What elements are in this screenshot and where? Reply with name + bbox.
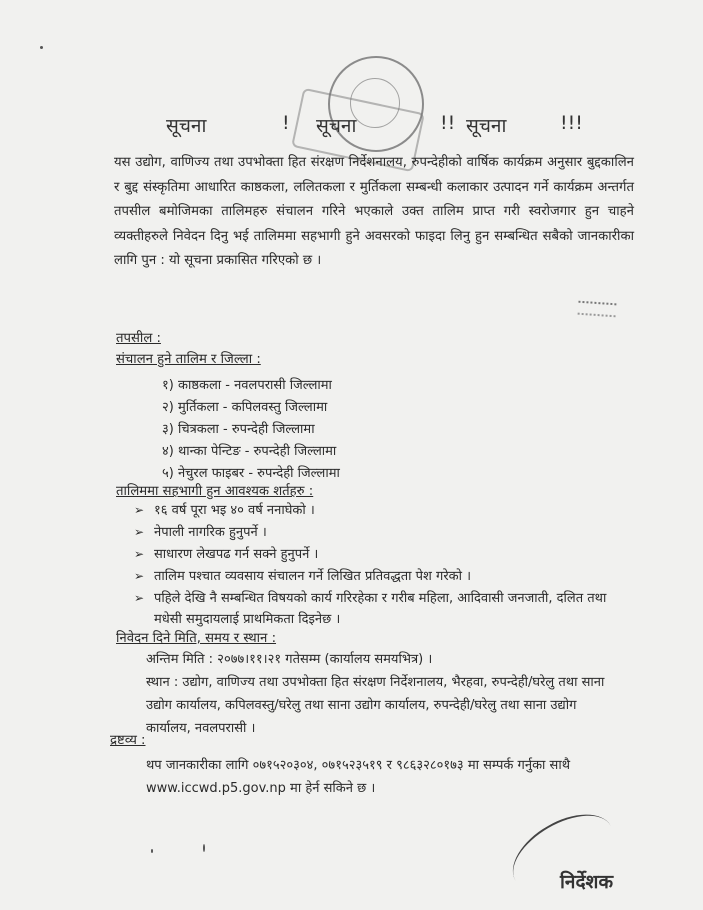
application-heading: निवेदन दिने मिति, समय र स्थान : bbox=[116, 631, 277, 646]
condition-text: तालिम पश्चात व्यवसाय संचालन गर्ने लिखित प्रतिवद्धता पेश गरेको । bbox=[154, 569, 472, 584]
arrow-bullet-icon: ➢ bbox=[134, 503, 145, 517]
conditions-heading: तालिममा सहभागी हुन आवश्यक शर्तहरु : bbox=[116, 484, 314, 499]
condition-item bbox=[134, 566, 624, 587]
training-item: ५) नेचुरल फाइबर - रुपन्देही जिल्लामा bbox=[162, 466, 340, 481]
condition-item bbox=[134, 522, 624, 543]
note-text: थप जानकारीका लागि ०७१५२०३०४, ०७१५२३५१९ र ९८६३२८०१७३ मा सम्पर्क गर्नुका साथै www.iccwd.p5.gov.np मा हेर्न सकिने छ । bbox=[146, 758, 571, 796]
scan-speck bbox=[203, 844, 205, 852]
arrow-bullet-icon: ➢ bbox=[134, 569, 145, 583]
condition-item bbox=[134, 544, 624, 565]
tapasil-label: तपसील : bbox=[116, 331, 161, 346]
condition-item bbox=[134, 500, 624, 521]
condition-item bbox=[134, 588, 624, 630]
trainings-heading: संचालन हुने तालिम र जिल्ला : bbox=[116, 352, 261, 367]
arrow-bullet-icon: ➢ bbox=[134, 591, 145, 605]
arrow-bullet-icon: ➢ bbox=[134, 547, 145, 561]
training-item: २) मुर्तिकला - कपिलवस्तु जिल्लामा bbox=[162, 400, 328, 415]
training-item: ४) थान्का पेन्टिङ - रुपन्देही जिल्लामा bbox=[162, 444, 337, 459]
training-item: १) काष्ठकला - नवलपरासी जिल्लामा bbox=[162, 378, 332, 393]
heading-exclaim-2: !! bbox=[440, 112, 456, 134]
heading-exclaim-3: !!! bbox=[560, 112, 583, 134]
deadline-text: अन्तिम मिति : २०७७।११।२१ गतेसम्म (कार्यालय समयभित्र) । bbox=[146, 652, 433, 667]
condition-text: १६ वर्ष पूरा भइ ४० वर्ष ननाघेको । bbox=[154, 503, 315, 518]
heading-word-3: सूचना bbox=[466, 115, 507, 137]
condition-text: नेपाली नागरिक हुनुपर्ने । bbox=[154, 525, 267, 540]
heading-word-1: सूचना bbox=[166, 115, 207, 137]
scan-speck bbox=[151, 849, 153, 853]
signer-title: निर्देशक bbox=[560, 871, 614, 893]
arrow-bullet-icon: ➢ bbox=[134, 525, 145, 539]
scan-speck bbox=[40, 46, 43, 49]
place-text: स्थान : उद्योग, वाणिज्य तथा उपभोक्ता हित संरक्षण निर्देशनालय, भैरहवा, रुपन्देही/घरेलु तथा साना उद्योग कार्यालय, कपिलवस्तु/घरेलु तथा साना उद्योग कार्यालय, रुपन्देही/घरेलु तथा साना उद्योग कार्यालय, नवलपरासी । bbox=[146, 675, 605, 736]
condition-text: साधारण लेखपढ गर्न सक्ने हुनुपर्ने । bbox=[154, 547, 319, 562]
intro-paragraph: यस उद्योग, वाणिज्य तथा उपभोक्ता हित संरक्षण निर्देशनालय, रुपन्देहीको वार्षिक कार्यक्रम अनुसार बुद्दकालिन र बुद्द संस्कृतिमा आधारित काष्ठकला, ललितकला र मुर्तिकला सम्बन्धी कलाकार उत्पादन गर्ने कार्यक्रम अन्तर्गत तपसील बमोजिमका तालिमहरु संचालन गरिने भएकाले उक्त तालिम प्राप्त गरी स्वरोजगार हुन चाहने व्यक्तीहरुले निवेदन दिनु भई तालिममा सहभागी हुने अवसरको फाइदा लिनु हुन सम्बन्धित सबैको जानकारीका लागि पुन : यो सूचना प्रकासित गरिएको छ । bbox=[114, 155, 634, 268]
scribble-mark-icon bbox=[578, 301, 617, 318]
condition-text: पहिले देखि नै सम्बन्धित विषयको कार्य गरिरहेका र गरीब महिला, आदिवासी जनजाती, दलित तथा मधेसी समुदायलाई प्राथमिकता दिइनेछ । bbox=[154, 591, 607, 627]
notice-heading bbox=[0, 112, 703, 142]
training-item: ३) चित्रकला - रुपन्देही जिल्लामा bbox=[162, 422, 315, 437]
note-heading: द्रष्टव्य : bbox=[110, 733, 146, 748]
heading-word-2: सूचना bbox=[316, 115, 357, 137]
heading-exclaim-1: ! bbox=[282, 112, 290, 134]
